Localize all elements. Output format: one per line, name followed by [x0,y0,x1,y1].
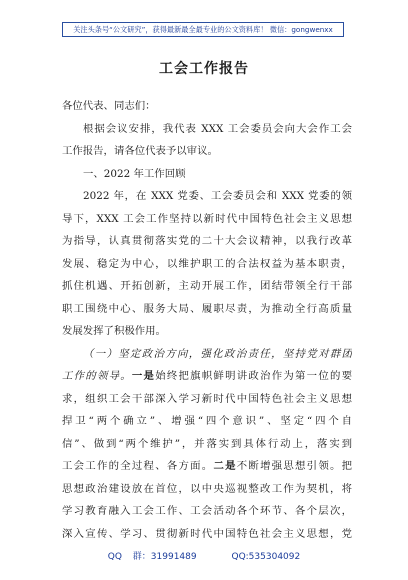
subsection-heading-end: 工作的领导。 [62,370,132,382]
body-line: 发展、稳定为中心，以维护职工的合法权益为基本职责， [62,257,352,270]
body-line: 学习教育融入工会工作、工会活动各个环节、各个层次， [62,505,352,517]
promo-banner: 关注头条号“公文研究”，获得最新最全最专业的公文资料库！ 微信：gongwenxx [62,22,344,37]
body-line: 思想政治建设放在首位，以中央巡视整改工作为契机，将 [62,482,352,495]
document-body [62,95,352,545]
body-line [62,365,352,388]
salutation: 各位代表、同志们： [62,100,156,112]
point-marker: 二是 [213,460,237,472]
body-line: 信”、做到“两个维护”，并落实到具体行动上，落实到 [62,437,352,450]
footer-qq: QQ:535304092 [231,552,301,562]
body-line: 发展发挥了积极作用。 [62,325,166,337]
subsection-heading: （一）坚定政治方向，强化政治责任，坚持党对群团 [83,347,352,360]
body-line: 工作报告，请各位代表予以审议。 [62,145,218,157]
body-line: 职工围绕中心、服务大局、履职尽责，为推动全行高质量 [62,302,352,315]
body-line: 导下，XXX 工会工作坚持以新时代中国特色社会主义思想 [62,212,352,225]
body-line: 2022 年，在 XXX 党委、工会委员会和 XXX 党委的领 [83,190,352,202]
body-line: 抓住机遇、开拓创新，主动开展工作，团结带领全行干部 [62,280,352,292]
footer [0,549,408,562]
section-heading: 一、2022 年工作回顾 [83,167,186,180]
body-line: 深入宣传、学习、贯彻新时代中国特色社会主义思想，党 [62,527,352,540]
body-line: 求，组织工会干部深入学习新时代中国特色社会主义思想 [62,392,352,405]
footer-qq-group: QQ 群：31991489 [107,552,197,562]
body-line [62,455,352,478]
body-text: 始终把旗帜鲜明讲政治作为第一位的要 [155,370,352,382]
body-text: 工会工作的全过程、各方面。 [62,460,214,472]
body-line: 为指导，认真贯彻落实党的二十大会议精神，以我行改革 [62,235,352,247]
point-marker: 一是 [131,370,156,382]
document-title: 工会工作报告 [159,61,249,77]
body-line: 捍卫“两个确立”、增强“四个意识”、坚定“四个自 [62,415,352,427]
body-line: 根据会议安排，我代表 XXX 工会委员会向大会作工会 [83,122,352,135]
body-text: 不断增强思想引领。把 [236,460,352,472]
